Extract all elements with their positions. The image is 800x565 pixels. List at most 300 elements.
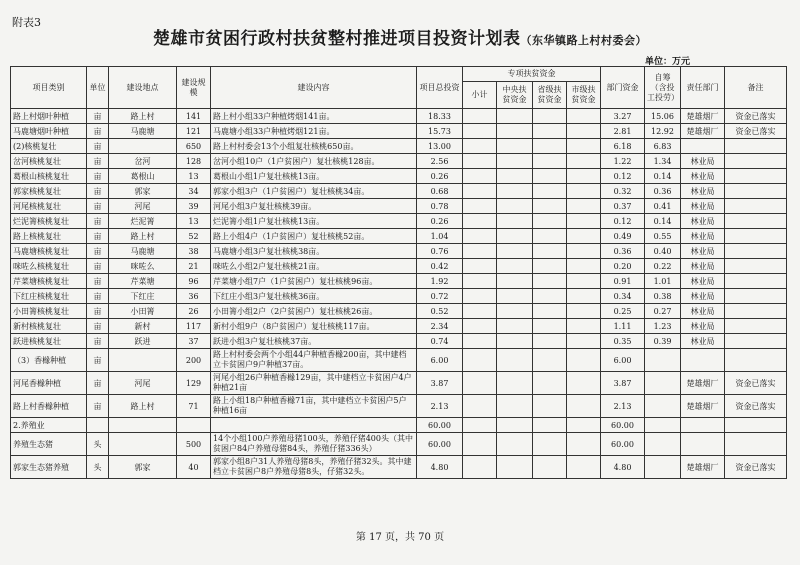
cell-category: 2.养殖业 [11,418,87,433]
cell-scale: 39 [177,199,211,214]
investment-table [10,66,787,479]
cell-self: 0.55 [645,229,681,244]
cell-category: 芹菜塘核桃复壮 [11,274,87,289]
cell-self: 0.22 [645,259,681,274]
table-row [11,349,787,372]
cell-unit: 亩 [87,244,109,259]
cell-remarks [725,139,787,154]
cell-central [497,199,533,214]
cell-content: 河尾小组3户复壮核桃39亩。 [211,199,417,214]
cell-unit: 亩 [87,289,109,304]
cell-self: 0.14 [645,169,681,184]
cell-unit: 亩 [87,229,109,244]
cell-total: 60.00 [417,433,463,456]
cell-responsible [681,139,725,154]
cell-remarks [725,169,787,184]
table-row [11,418,787,433]
cell-provincial [533,418,567,433]
table-row [11,214,787,229]
cell-provincial [533,229,567,244]
cell-city [567,319,601,334]
cell-category: 养殖生态猪 [11,433,87,456]
cell-responsible: 林业局 [681,199,725,214]
cell-remarks [725,418,787,433]
cell-category: 河尾香橼种植 [11,372,87,395]
cell-total: 1.92 [417,274,463,289]
cell-city [567,274,601,289]
cell-central [497,319,533,334]
cell-responsible: 林业局 [681,169,725,184]
cell-content: 岔河小组10户（1户贫困户）复壮核桃128亩。 [211,154,417,169]
col-responsible: 责任部门 [681,67,725,109]
cell-city [567,199,601,214]
cell-category: 咪咗么核桃复壮 [11,259,87,274]
cell-responsible: 林业局 [681,229,725,244]
cell-location: 葛根山 [109,169,177,184]
cell-unit: 亩 [87,139,109,154]
cell-content: 下红庄小组3户复壮核桃36亩。 [211,289,417,304]
table-row [11,395,787,418]
cell-subtotal [463,229,497,244]
cell-total: 0.42 [417,259,463,274]
cell-scale: 21 [177,259,211,274]
col-location: 建设地点 [109,67,177,109]
cell-dept: 0.25 [601,304,645,319]
cell-scale: 52 [177,229,211,244]
cell-responsible: 楚雄烟厂 [681,372,725,395]
cell-scale: 26 [177,304,211,319]
cell-scale: 71 [177,395,211,418]
cell-scale: 36 [177,289,211,304]
cell-dept: 3.87 [601,372,645,395]
cell-category: （3）香橼种植 [11,349,87,372]
cell-location: 路上村 [109,395,177,418]
cell-provincial [533,456,567,479]
cell-content: 葛根山小组1户复壮核桃13亩。 [211,169,417,184]
cell-total: 2.13 [417,395,463,418]
table-row [11,456,787,479]
cell-unit: 亩 [87,124,109,139]
cell-responsible: 楚雄烟厂 [681,124,725,139]
cell-city [567,259,601,274]
cell-subtotal [463,456,497,479]
cell-self [645,372,681,395]
cell-responsible: 林业局 [681,304,725,319]
cell-total: 3.87 [417,372,463,395]
cell-unit: 亩 [87,274,109,289]
cell-dept: 0.12 [601,214,645,229]
cell-responsible [681,349,725,372]
cell-subtotal [463,274,497,289]
cell-remarks [725,433,787,456]
cell-location: 马鹿塘 [109,244,177,259]
cell-remarks [725,184,787,199]
cell-subtotal [463,334,497,349]
cell-content: 路上村村委会两个小组44户种植香橼200亩，其中建档立卡贫困户9户种植37亩。 [211,349,417,372]
cell-category: 河尾核桃复壮 [11,199,87,214]
cell-unit: 亩 [87,395,109,418]
cell-self: 1.34 [645,154,681,169]
cell-total: 0.78 [417,199,463,214]
cell-central [497,395,533,418]
cell-category: 新村核桃复壮 [11,319,87,334]
cell-dept: 0.91 [601,274,645,289]
cell-subtotal [463,244,497,259]
cell-subtotal [463,124,497,139]
cell-dept: 6.18 [601,139,645,154]
header-row-1 [11,67,787,82]
col-city: 市级扶贫资金 [567,82,601,109]
cell-central [497,154,533,169]
cell-central [497,433,533,456]
cell-provincial [533,154,567,169]
cell-central [497,418,533,433]
col-unit: 单位 [87,67,109,109]
cell-provincial [533,169,567,184]
cell-content: 马鹿塘小组3户复壮核桃38亩。 [211,244,417,259]
cell-content: 咪咗么小组2户复壮核桃21亩。 [211,259,417,274]
col-content: 建设内容 [211,67,417,109]
table-row [11,169,787,184]
cell-self: 1.23 [645,319,681,334]
cell-total: 2.34 [417,319,463,334]
cell-city [567,214,601,229]
table-row [11,289,787,304]
cell-location: 烂泥箐 [109,214,177,229]
cell-category: 郭家生态猪养殖 [11,456,87,479]
cell-self: 0.39 [645,334,681,349]
cell-unit [87,418,109,433]
cell-responsible: 林业局 [681,154,725,169]
cell-unit: 头 [87,456,109,479]
cell-subtotal [463,395,497,418]
table-row [11,109,787,124]
cell-content: 跃进小组3户复壮核桃37亩。 [211,334,417,349]
table-row [11,372,787,395]
cell-city [567,456,601,479]
cell-unit: 亩 [87,259,109,274]
cell-responsible: 楚雄烟厂 [681,395,725,418]
cell-subtotal [463,139,497,154]
cell-content: 路上小组4户（1户贫困户）复壮核桃52亩。 [211,229,417,244]
cell-scale: 96 [177,274,211,289]
cell-location: 下红庄 [109,289,177,304]
cell-remarks: 资金已落实 [725,372,787,395]
cell-scale: 38 [177,244,211,259]
cell-central [497,229,533,244]
cell-dept: 1.11 [601,319,645,334]
col-self: 自筹（含投工投劳） [645,67,681,109]
cell-city [567,372,601,395]
cell-provincial [533,139,567,154]
cell-central [497,184,533,199]
cell-total: 60.00 [417,418,463,433]
cell-remarks: 资金已落实 [725,395,787,418]
col-provincial: 省级扶贫资金 [533,82,567,109]
cell-responsible: 林业局 [681,184,725,199]
cell-provincial [533,349,567,372]
col-total: 项目总投资 [417,67,463,109]
cell-responsible: 林业局 [681,319,725,334]
cell-location [109,433,177,456]
cell-content: 路上小组18户种植香橼71亩，其中建档立卡贫困户5户种植16亩 [211,395,417,418]
cell-total: 2.56 [417,154,463,169]
cell-content: 小田箐小组2户（2户贫困户）复壮核桃26亩。 [211,304,417,319]
cell-total: 0.76 [417,244,463,259]
cell-location: 咪咗么 [109,259,177,274]
table-row [11,274,787,289]
cell-provincial [533,199,567,214]
cell-unit: 亩 [87,169,109,184]
cell-category: 路上村烟叶种植 [11,109,87,124]
cell-dept: 2.81 [601,124,645,139]
cell-responsible: 楚雄烟厂 [681,109,725,124]
cell-scale: 141 [177,109,211,124]
cell-category: 郭家核桃复壮 [11,184,87,199]
cell-central [497,214,533,229]
cell-city [567,433,601,456]
cell-dept: 0.49 [601,229,645,244]
attachment-label: 附表3 [12,16,41,29]
table-row [11,199,787,214]
cell-content: 新村小组9户（8户贫困户）复壮核桃117亩。 [211,319,417,334]
cell-remarks: 资金已落实 [725,124,787,139]
cell-city [567,109,601,124]
cell-city [567,229,601,244]
cell-category: 马鹿塘核桃复壮 [11,244,87,259]
table-row [11,304,787,319]
title-subtitle: （东华镇路上村村委会） [520,34,647,47]
cell-total: 0.52 [417,304,463,319]
cell-scale: 37 [177,334,211,349]
table-row [11,154,787,169]
cell-location [109,349,177,372]
cell-scale: 13 [177,169,211,184]
cell-scale [177,418,211,433]
cell-total: 15.73 [417,124,463,139]
cell-city [567,154,601,169]
cell-location [109,139,177,154]
cell-city [567,289,601,304]
cell-central [497,259,533,274]
cell-total: 0.26 [417,169,463,184]
cell-content: 河尾小组26户种植香橼129亩，其中建档立卡贫困户4户种植21亩 [211,372,417,395]
cell-city [567,334,601,349]
table-body [11,109,787,479]
cell-city [567,244,601,259]
cell-self: 12.92 [645,124,681,139]
cell-category: 岔河核桃复壮 [11,154,87,169]
cell-provincial [533,395,567,418]
cell-subtotal [463,199,497,214]
cell-self: 0.40 [645,244,681,259]
cell-remarks: 资金已落实 [725,456,787,479]
cell-city [567,139,601,154]
cell-provincial [533,289,567,304]
cell-remarks [725,349,787,372]
cell-subtotal [463,304,497,319]
cell-dept: 60.00 [601,433,645,456]
cell-scale: 34 [177,184,211,199]
cell-responsible: 林业局 [681,289,725,304]
cell-central [497,109,533,124]
cell-central [497,334,533,349]
cell-category: 葛根山核桃复壮 [11,169,87,184]
cell-provincial [533,433,567,456]
cell-unit: 亩 [87,154,109,169]
table-row [11,334,787,349]
cell-content: 郭家小组8户31人养殖母猪8头，养殖仔猪32头。其中建档立卡贫困户8户养殖母猪8头，仔猪32头。 [211,456,417,479]
cell-central [497,124,533,139]
cell-self: 0.14 [645,214,681,229]
cell-subtotal [463,289,497,304]
col-remarks: 备注 [725,67,787,109]
cell-scale: 117 [177,319,211,334]
title-main: 楚雄市贫困行政村扶贫整村推进项目投资计划表 [153,29,521,49]
cell-unit: 亩 [87,334,109,349]
table-row [11,184,787,199]
cell-dept: 0.32 [601,184,645,199]
cell-remarks [725,289,787,304]
table-row [11,244,787,259]
cell-content: 郭家小组3户（1户贫困户）复壮核桃34亩。 [211,184,417,199]
cell-location: 郭家 [109,456,177,479]
cell-central [497,139,533,154]
cell-scale: 500 [177,433,211,456]
cell-provincial [533,214,567,229]
cell-remarks [725,244,787,259]
cell-dept: 0.37 [601,199,645,214]
table-row [11,433,787,456]
cell-unit: 亩 [87,349,109,372]
col-scale: 建设规模 [177,67,211,109]
cell-city [567,304,601,319]
col-category: 项目类别 [11,67,87,109]
cell-provincial [533,259,567,274]
cell-unit: 亩 [87,304,109,319]
cell-provincial [533,124,567,139]
cell-remarks [725,334,787,349]
cell-dept: 0.36 [601,244,645,259]
cell-content: 烂泥箐小组1户复壮核桃13亩。 [211,214,417,229]
cell-dept: 3.27 [601,109,645,124]
cell-unit: 亩 [87,109,109,124]
cell-responsible: 楚雄烟厂 [681,456,725,479]
cell-total: 0.72 [417,289,463,304]
cell-scale: 40 [177,456,211,479]
col-special-fund: 专项扶贫资金 [463,67,601,82]
cell-unit: 亩 [87,214,109,229]
table-row [11,319,787,334]
cell-central [497,169,533,184]
table-row [11,139,787,154]
cell-dept: 0.20 [601,259,645,274]
cell-central [497,289,533,304]
cell-total: 0.26 [417,214,463,229]
cell-responsible: 林业局 [681,274,725,289]
cell-location: 河尾 [109,199,177,214]
cell-remarks [725,259,787,274]
cell-self: 0.38 [645,289,681,304]
cell-city [567,418,601,433]
cell-city [567,349,601,372]
cell-central [497,456,533,479]
cell-content: 芹菜塘小组7户（1户贫困户）复壮核桃96亩。 [211,274,417,289]
page-number: 第 17 页，共 70 页 [355,532,445,543]
cell-self: 6.83 [645,139,681,154]
cell-unit: 亩 [87,184,109,199]
cell-provincial [533,274,567,289]
cell-total: 0.74 [417,334,463,349]
cell-city [567,184,601,199]
cell-self: 15.06 [645,109,681,124]
cell-remarks [725,304,787,319]
cell-category: 下红庄核桃复壮 [11,289,87,304]
cell-central [497,304,533,319]
cell-content: 14个小组100户养殖母猪100头，养殖仔猪400头（其中贫困户84户养殖母猪84头，养殖仔猪336头） [211,433,417,456]
cell-total: 0.68 [417,184,463,199]
cell-responsible [681,418,725,433]
cell-remarks [725,214,787,229]
cell-self [645,456,681,479]
cell-total: 13.00 [417,139,463,154]
cell-self: 0.27 [645,304,681,319]
cell-unit: 亩 [87,372,109,395]
cell-category: 路上核桃复壮 [11,229,87,244]
cell-provincial [533,244,567,259]
cell-scale: 128 [177,154,211,169]
cell-dept: 0.12 [601,169,645,184]
cell-city [567,169,601,184]
col-central: 中央扶贫资金 [497,82,533,109]
cell-location: 马鹿塘 [109,124,177,139]
cell-self [645,433,681,456]
table-row [11,259,787,274]
cell-subtotal [463,372,497,395]
cell-location: 小田箐 [109,304,177,319]
cell-dept: 1.22 [601,154,645,169]
cell-self: 1.01 [645,274,681,289]
cell-subtotal [463,319,497,334]
cell-subtotal [463,154,497,169]
cell-self [645,395,681,418]
cell-scale: 129 [177,372,211,395]
cell-dept: 60.00 [601,418,645,433]
cell-remarks [725,274,787,289]
cell-central [497,372,533,395]
cell-category: (2)核桃复壮 [11,139,87,154]
cell-content: 路上村村委会13个小组复壮核桃650亩。 [211,139,417,154]
cell-remarks [725,199,787,214]
cell-city [567,395,601,418]
cell-subtotal [463,109,497,124]
cell-content [211,418,417,433]
cell-total: 6.00 [417,349,463,372]
cell-remarks [725,319,787,334]
cell-scale: 13 [177,214,211,229]
cell-location: 郭家 [109,184,177,199]
cell-provincial [533,184,567,199]
cell-central [497,244,533,259]
cell-category: 烂泥箐核桃复壮 [11,214,87,229]
cell-city [567,124,601,139]
table-row [11,124,787,139]
cell-location: 岔河 [109,154,177,169]
cell-scale: 650 [177,139,211,154]
cell-location: 路上村 [109,109,177,124]
cell-dept: 0.35 [601,334,645,349]
cell-self: 0.36 [645,184,681,199]
